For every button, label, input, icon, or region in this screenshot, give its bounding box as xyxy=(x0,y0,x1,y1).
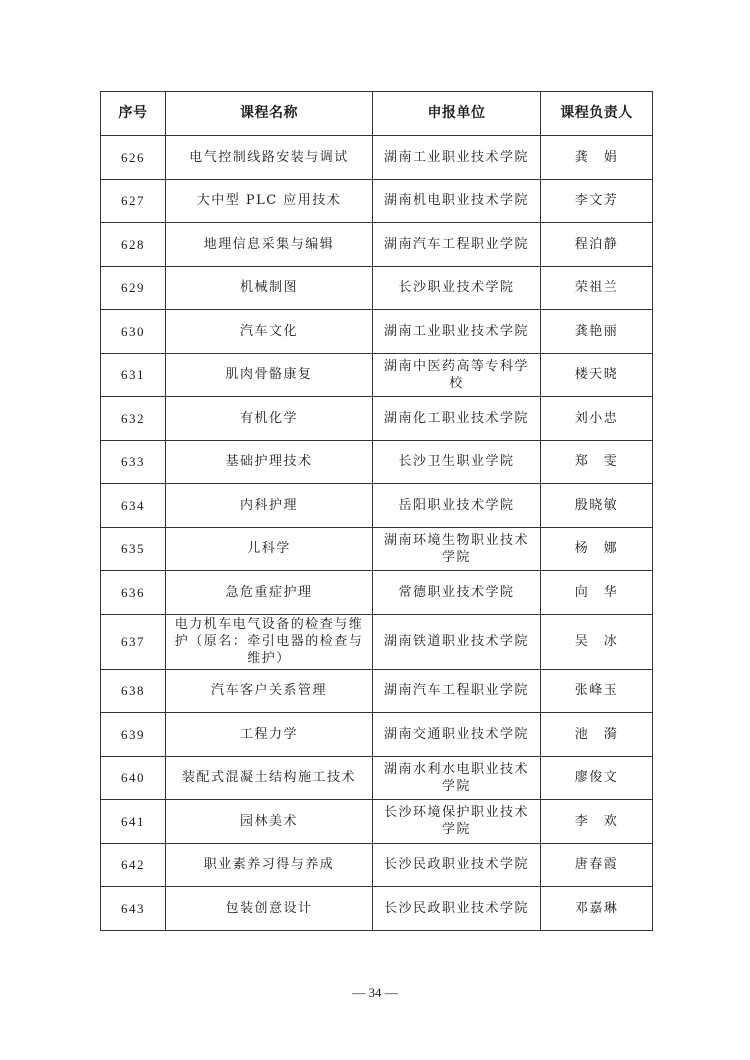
row-lead: 杨 娜 xyxy=(541,527,653,571)
table-row xyxy=(101,843,653,887)
table-row xyxy=(101,136,653,180)
row-lead: 吴 冰 xyxy=(541,614,653,669)
row-unit: 长沙职业技术学院 xyxy=(373,266,541,310)
table-row xyxy=(101,353,653,397)
row-course-name: 职业素养习得与养成 xyxy=(166,843,373,887)
header-num: 序号 xyxy=(101,92,166,136)
row-unit: 长沙卫生职业学院 xyxy=(373,440,541,484)
row-lead: 李文芳 xyxy=(541,179,653,223)
table-row xyxy=(101,887,653,931)
row-unit: 湖南化工职业技术学院 xyxy=(373,397,541,441)
row-lead: 张峰玉 xyxy=(541,669,653,713)
row-lead: 郑 雯 xyxy=(541,440,653,484)
row-unit: 常德职业技术学院 xyxy=(373,571,541,615)
row-course-name: 机械制图 xyxy=(166,266,373,310)
row-num: 629 xyxy=(101,266,166,310)
row-lead: 邓嘉琳 xyxy=(541,887,653,931)
row-course-name: 汽车客户关系管理 xyxy=(166,669,373,713)
table-row xyxy=(101,800,653,844)
header-lead: 课程负责人 xyxy=(541,92,653,136)
row-unit: 长沙环境保护职业技术学院 xyxy=(373,800,541,844)
row-num: 632 xyxy=(101,397,166,441)
row-lead: 龚艳丽 xyxy=(541,310,653,354)
row-lead: 殷晓敏 xyxy=(541,484,653,528)
header-unit: 申报单位 xyxy=(373,92,541,136)
row-num: 628 xyxy=(101,223,166,267)
table-header-row xyxy=(101,92,653,136)
row-lead: 池 漪 xyxy=(541,713,653,757)
row-unit: 湖南水利水电职业技术学院 xyxy=(373,756,541,800)
row-num: 627 xyxy=(101,179,166,223)
row-unit: 湖南工业职业技术学院 xyxy=(373,310,541,354)
row-course-name: 汽车文化 xyxy=(166,310,373,354)
row-num: 643 xyxy=(101,887,166,931)
row-course-name: 大中型 PLC 应用技术 xyxy=(166,179,373,223)
row-unit: 湖南汽车工程职业学院 xyxy=(373,223,541,267)
table-row xyxy=(101,756,653,800)
row-num: 635 xyxy=(101,527,166,571)
row-num: 631 xyxy=(101,353,166,397)
row-lead: 李 欢 xyxy=(541,800,653,844)
row-course-name: 儿科学 xyxy=(166,527,373,571)
table-row xyxy=(101,713,653,757)
table-row xyxy=(101,397,653,441)
row-course-name: 有机化学 xyxy=(166,397,373,441)
row-unit: 湖南交通职业技术学院 xyxy=(373,713,541,757)
row-unit: 岳阳职业技术学院 xyxy=(373,484,541,528)
row-lead: 唐春霞 xyxy=(541,843,653,887)
row-num: 634 xyxy=(101,484,166,528)
row-num: 642 xyxy=(101,843,166,887)
row-lead: 楼天晓 xyxy=(541,353,653,397)
row-course-name: 电力机车电气设备的检查与维护（原名：牵引电器的检查与维护） xyxy=(166,614,373,669)
row-num: 640 xyxy=(101,756,166,800)
row-unit: 长沙民政职业技术学院 xyxy=(373,843,541,887)
row-num: 639 xyxy=(101,713,166,757)
table-row xyxy=(101,223,653,267)
row-num: 638 xyxy=(101,669,166,713)
row-num: 637 xyxy=(101,614,166,669)
page-number: — 34 — xyxy=(352,985,398,1000)
table-row xyxy=(101,484,653,528)
row-num: 626 xyxy=(101,136,166,180)
row-course-name: 电气控制线路安装与调试 xyxy=(166,136,373,180)
table-row xyxy=(101,571,653,615)
row-course-name: 园林美术 xyxy=(166,800,373,844)
table-row xyxy=(101,310,653,354)
row-course-name: 基础护理技术 xyxy=(166,440,373,484)
table-row xyxy=(101,266,653,310)
row-course-name: 内科护理 xyxy=(166,484,373,528)
row-course-name: 地理信息采集与编辑 xyxy=(166,223,373,267)
table-row xyxy=(101,527,653,571)
row-num: 636 xyxy=(101,571,166,615)
header-course-name: 课程名称 xyxy=(166,92,373,136)
table-row xyxy=(101,614,653,669)
row-lead: 龚 娟 xyxy=(541,136,653,180)
row-unit: 长沙民政职业技术学院 xyxy=(373,887,541,931)
row-unit: 湖南环境生物职业技术学院 xyxy=(373,527,541,571)
row-lead: 荣祖兰 xyxy=(541,266,653,310)
table-row xyxy=(101,179,653,223)
row-lead: 向 华 xyxy=(541,571,653,615)
row-unit: 湖南机电职业技术学院 xyxy=(373,179,541,223)
row-course-name: 包装创意设计 xyxy=(166,887,373,931)
row-unit: 湖南铁道职业技术学院 xyxy=(373,614,541,669)
row-lead: 廖俊文 xyxy=(541,756,653,800)
row-course-name: 装配式混凝土结构施工技术 xyxy=(166,756,373,800)
row-num: 641 xyxy=(101,800,166,844)
row-lead: 刘小忠 xyxy=(541,397,653,441)
table-row xyxy=(101,440,653,484)
row-num: 633 xyxy=(101,440,166,484)
row-num: 630 xyxy=(101,310,166,354)
row-unit: 湖南工业职业技术学院 xyxy=(373,136,541,180)
row-course-name: 工程力学 xyxy=(166,713,373,757)
course-table xyxy=(100,91,653,931)
row-course-name: 肌肉骨骼康复 xyxy=(166,353,373,397)
table-row xyxy=(101,669,653,713)
row-unit: 湖南中医药高等专科学校 xyxy=(373,353,541,397)
row-course-name: 急危重症护理 xyxy=(166,571,373,615)
row-lead: 程泊静 xyxy=(541,223,653,267)
row-unit: 湖南汽车工程职业学院 xyxy=(373,669,541,713)
